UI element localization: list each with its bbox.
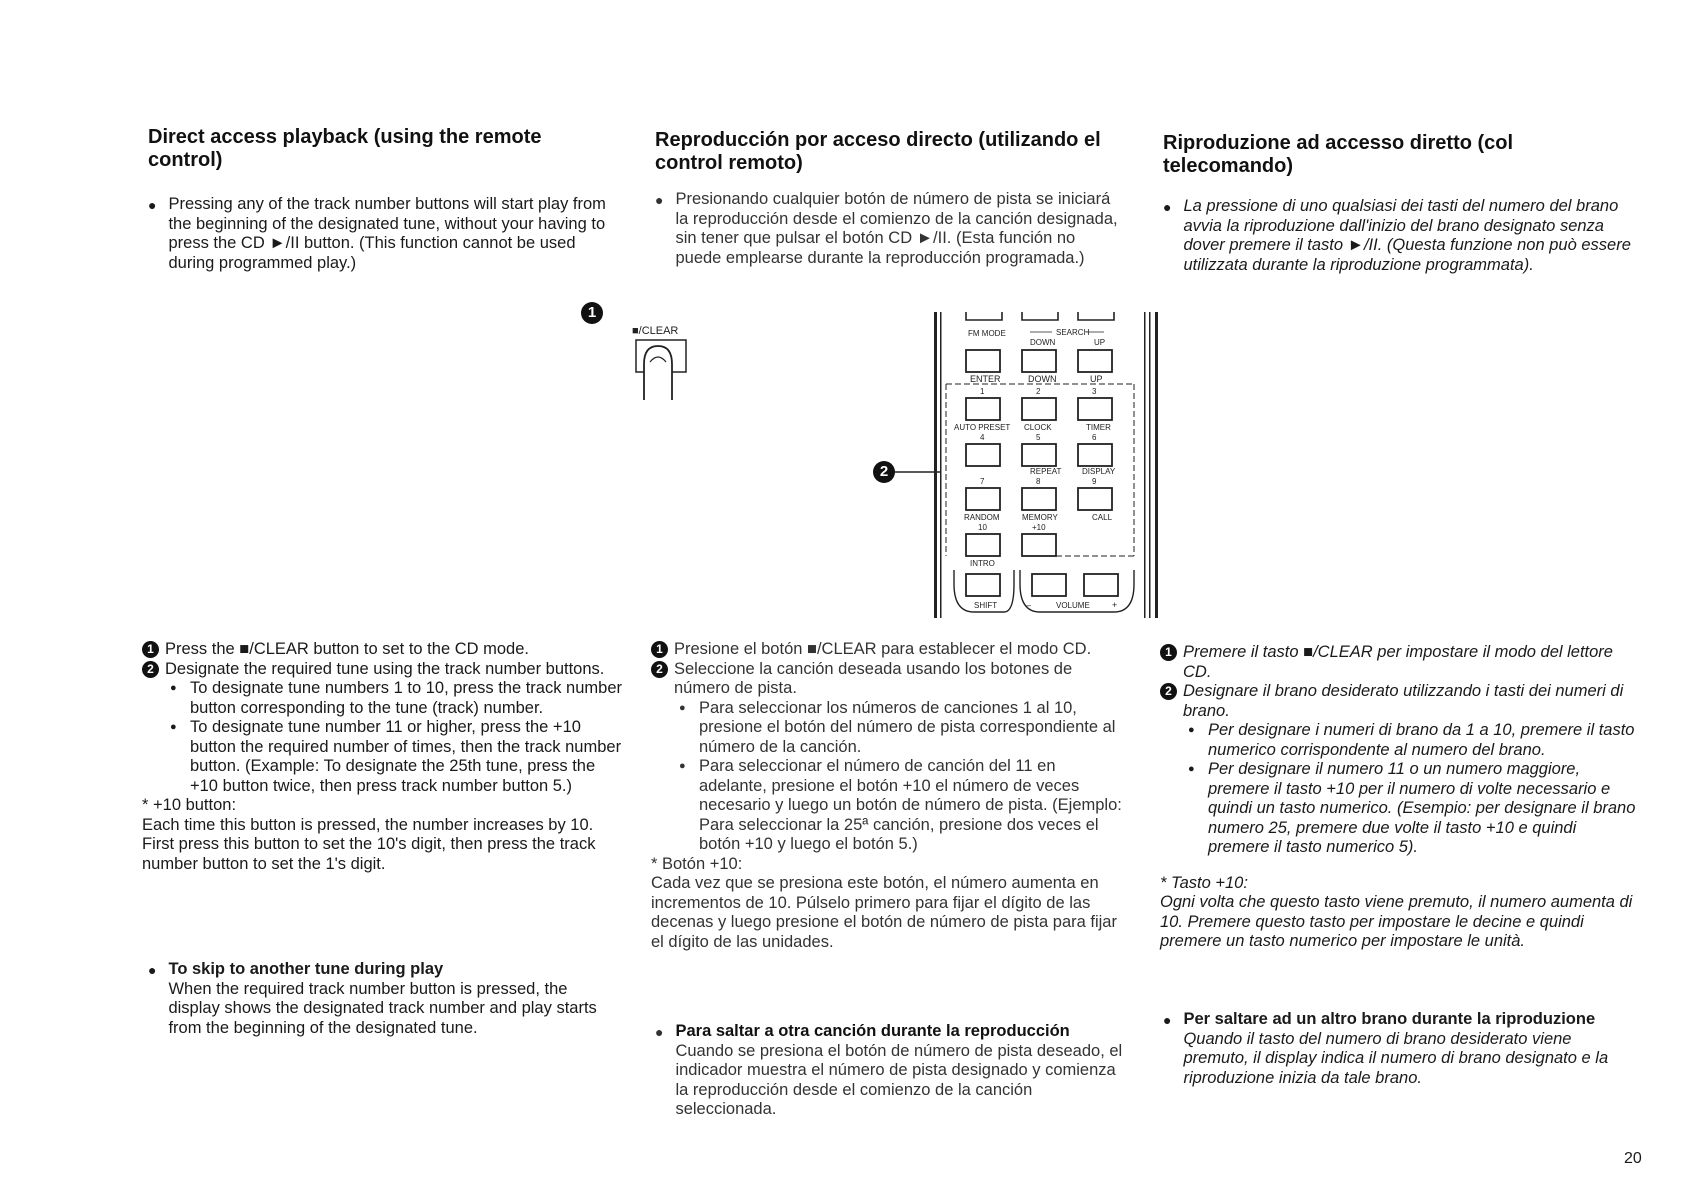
- label-random: RANDOM: [964, 513, 1000, 522]
- label-9: 9: [1092, 477, 1097, 486]
- label-volume: VOLUME: [1056, 601, 1090, 610]
- spanish-step-2: 2 Seleccione la canción deseada usando los botones de número de pista.: [651, 660, 1125, 699]
- italian-step-1: 1 Premere il tasto ■/CLEAR per impostare il modo del lettore CD.: [1160, 643, 1639, 682]
- step-number-icon: 1: [142, 641, 159, 658]
- spanish-steps: [651, 640, 1125, 952]
- list-item: ● Para seleccionar el número de canción del 11 en adelante, presione el botón +10 el número de veces necesario y luego un botón de número de pista. (Ejemplo: Para seleccionar la 25ª canción, presione dos veces el botón +10 y luego el botón 5.): [699, 757, 1125, 855]
- volume-up-button: [1084, 574, 1118, 596]
- bullet-icon: ●: [148, 962, 157, 978]
- spanish-step-1: 1 Presione el botón ■/CLEAR para establecer el modo CD.: [651, 640, 1125, 660]
- bullet-icon: ●: [655, 1024, 664, 1040]
- volume-down-button: [1032, 574, 1066, 596]
- shift-button: [966, 574, 1000, 596]
- track-6-button: [1078, 444, 1112, 466]
- italian-step-2: 2 Designare il brano desiderato utilizzando i tasti dei numeri di brano.: [1160, 682, 1639, 721]
- up-button: [1078, 350, 1112, 372]
- track-8-button: [1022, 488, 1056, 510]
- english-step-2: 2 Designate the required tune using the track number buttons.: [142, 660, 622, 680]
- down-button: [1022, 350, 1056, 372]
- track-5-button: [1022, 444, 1056, 466]
- finger-press-illustration: [630, 322, 710, 402]
- label-5: 5: [1036, 433, 1041, 442]
- label-repeat: REPEAT: [1030, 467, 1062, 476]
- list-item: ● Per designare il numero 11 o un numero maggiore, premere il tasto +10 per il numero di volte necessario e quindi un tasto numerico. (Esempio: per designare il brano numero 25, premere due volte il tasto +10 e quindi premere il tasto numerico 5).: [1208, 760, 1639, 858]
- english-note-title: * +10 button:: [142, 796, 237, 814]
- label-7: 7: [980, 477, 985, 486]
- page-number: 20: [1624, 1150, 1642, 1167]
- step-number-icon: 1: [651, 641, 668, 658]
- label-8: 8: [1036, 477, 1041, 486]
- enter-button: [966, 350, 1000, 372]
- list-item: ● To designate tune numbers 1 to 10, press the track number button corresponding to the tune (track) number.: [190, 679, 622, 718]
- english-steps: [142, 640, 622, 874]
- track-1-button: [966, 398, 1000, 420]
- bullet-icon: ●: [655, 192, 664, 208]
- italian-steps: [1160, 643, 1639, 952]
- list-item: ● Per designare i numeri di brano da 1 a 10, premere il tasto numerico corrispondente al numero del brano.: [1208, 721, 1639, 760]
- label-timer: TIMER: [1086, 423, 1111, 432]
- spanish-note-body: Cada vez que se presiona este botón, el número aumenta en incrementos de 10. Púlselo primero para fijar el dígito de las decenas y luego presione el botón de número de pista para fijar el dígito de las unidades.: [651, 874, 1117, 951]
- label-search-up: UP: [1094, 338, 1106, 347]
- spanish-skip: ● Para saltar a otra canción durante la reproducción Cuando se presiona el botón de número de pista deseado, el indicador muestra el número de pista designado y comienza la reproducción desde el comienzo de la canción seleccionada.: [655, 1022, 1123, 1118]
- track-4-button: [966, 444, 1000, 466]
- step-number-icon: 2: [651, 661, 668, 678]
- english-note-body: Each time this button is pressed, the number increases by 10. First press this button to set the 10's digit, then press the track number button to set the 1's digit.: [142, 815, 596, 873]
- label-display: DISPLAY: [1082, 467, 1116, 476]
- english-skip: ● To skip to another tune during play When the required track number button is pressed, the display shows the designated track number and play starts from the beginning of the designated tune.: [148, 960, 597, 1037]
- label-shift: SHIFT: [974, 601, 998, 610]
- italian-intro: ● La pressione di uno qualsiasi dei tasti del numero del brano avvia la riproduzione dall'inizio del brano designato senza dover premere il tasto ►/II. (Questa funzione non può essere utilizzata durante la riproduzione programmata).: [1163, 197, 1631, 274]
- label-enter: ENTER: [970, 374, 1001, 384]
- plus10-button: [1022, 534, 1056, 556]
- label-auto-preset: AUTO PRESET: [954, 423, 1011, 432]
- spanish-bullets: [651, 699, 1125, 855]
- track-7-button: [966, 488, 1000, 510]
- label-intro: INTRO: [970, 559, 995, 568]
- label-10: 10: [978, 523, 987, 532]
- italian-bullets: [1160, 721, 1639, 858]
- italian-heading: Riproduzione ad accesso diretto (col telecomando): [1163, 132, 1514, 177]
- label-down: DOWN: [1028, 374, 1057, 384]
- italian-skip: ● Per saltare ad un altro brano durante la riproduzione Quando il tasto del numero di brano desiderato viene premuto, il display indica il numero di brano designato e la riproduzione inizia da tale brano.: [1163, 1010, 1609, 1087]
- label-clock: CLOCK: [1024, 423, 1052, 432]
- track-10-button: [966, 534, 1000, 556]
- step-number-icon: 1: [1160, 644, 1177, 661]
- clear-label: ■/CLEAR: [632, 325, 679, 337]
- track-9-button: [1078, 488, 1112, 510]
- label-call: CALL: [1092, 513, 1113, 522]
- spanish-intro: ● Presionando cualquier botón de número de pista se iniciará la reproducción desde el comienzo de la canción designada, sin tener que pulsar el botón CD ►/II. (Esta función no puede emplearse durante la reproducción programada.): [655, 190, 1118, 267]
- label-memory: MEMORY: [1022, 513, 1058, 522]
- label-fm-mode: FM MODE: [968, 329, 1006, 338]
- bullet-icon: ●: [148, 197, 157, 213]
- english-heading: Direct access playback (using the remote control): [148, 126, 542, 171]
- english-step-1: 1 Press the ■/CLEAR button to set to the CD mode.: [142, 640, 622, 660]
- track-3-button: [1078, 398, 1112, 420]
- label-2: 2: [1036, 387, 1041, 396]
- english-intro: ● Pressing any of the track number buttons will start play from the beginning of the designated tune, without your having to press the CD ►/II button. (This function cannot be used during programmed play.): [148, 195, 606, 272]
- label-search: SEARCH: [1056, 328, 1090, 337]
- list-item: ● Para seleccionar los números de canciones 1 al 10, presione el botón del número de pista correspondiente al número de la canción.: [699, 699, 1125, 758]
- remote-control-illustration: [934, 312, 1160, 618]
- track-2-button: [1022, 398, 1056, 420]
- callout-2-icon: 2: [873, 461, 895, 483]
- italian-note-title: * Tasto +10:: [1160, 873, 1248, 892]
- english-bullets: [142, 679, 622, 796]
- label-volume-minus: –: [1026, 600, 1032, 610]
- label-plus10: +10: [1032, 523, 1046, 532]
- finger-icon: [644, 346, 672, 400]
- label-search-down: DOWN: [1030, 338, 1056, 347]
- list-item: ● To designate tune number 11 or higher, press the +10 button the required number of times, then the track number button. (Example: To designate the 25th tune, press the +10 button twice, then press track number button 5.): [190, 718, 622, 796]
- spanish-heading: Reproducción por acceso directo (utilizando el control remoto): [655, 129, 1101, 174]
- spanish-note-title: * Botón +10:: [651, 854, 743, 873]
- label-3: 3: [1092, 387, 1097, 396]
- label-volume-plus: +: [1112, 600, 1118, 610]
- callout-1-icon: 1: [581, 302, 603, 324]
- step-number-icon: 2: [1160, 683, 1177, 700]
- label-6: 6: [1092, 433, 1097, 442]
- bullet-icon: ●: [1163, 1012, 1172, 1028]
- label-up: UP: [1090, 374, 1103, 384]
- label-1: 1: [980, 387, 985, 396]
- bullet-icon: ●: [1163, 199, 1172, 215]
- step-number-icon: 2: [142, 661, 159, 678]
- italian-note-body: Ogni volta che questo tasto viene premuto, il numero aumenta di 10. Premere questo tasto per impostare le decine e quindi premere un tasto numerico per impostare le unità.: [1160, 893, 1633, 950]
- label-4: 4: [980, 433, 985, 442]
